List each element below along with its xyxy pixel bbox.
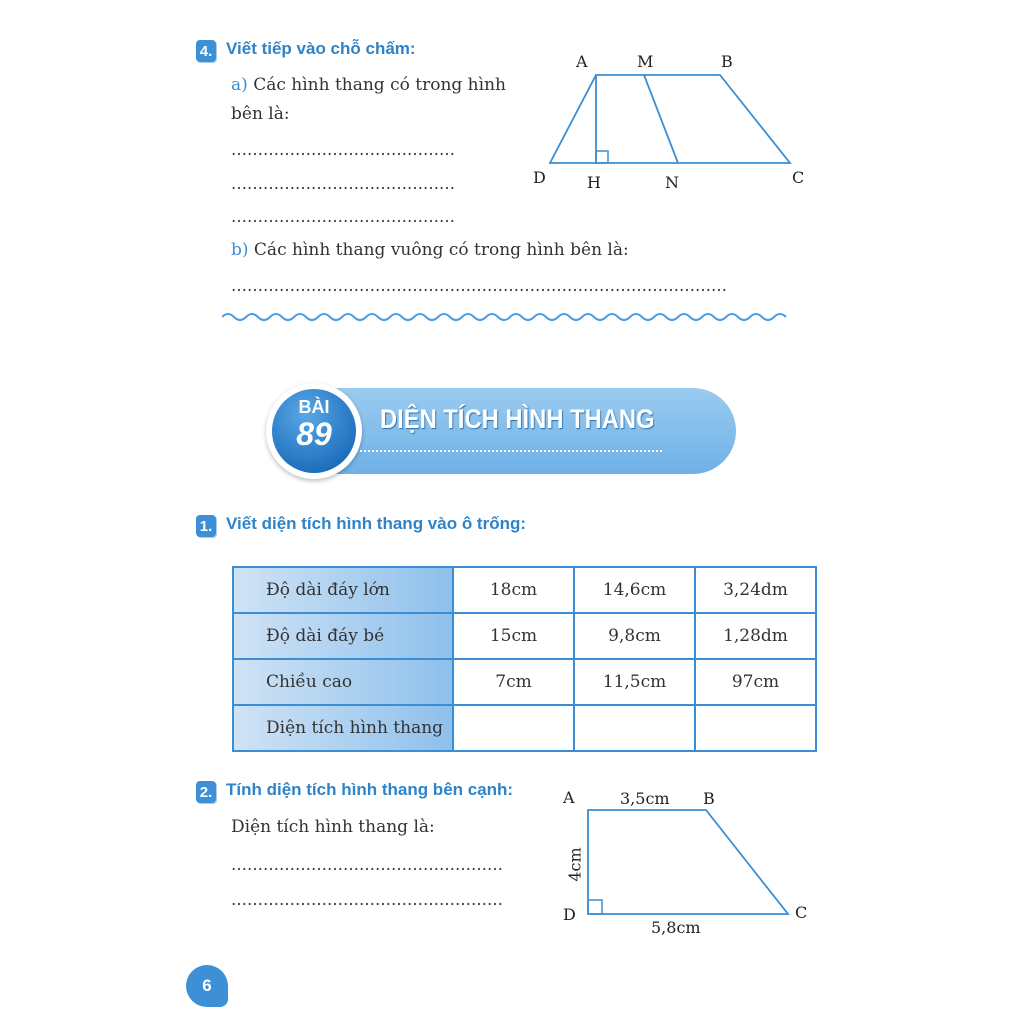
exercise-1-badge: 1. <box>196 515 216 537</box>
right-angle-mark-d <box>588 900 602 914</box>
answer-cell[interactable] <box>574 705 695 751</box>
table-cell: 97cm <box>695 659 816 705</box>
table-row <box>233 613 816 659</box>
trapezoid-area-table <box>232 566 817 752</box>
exercise-2-title: Tính diện tích hình thang bên cạnh: <box>226 780 514 799</box>
table-cell: 1,28dm <box>695 613 816 659</box>
table-row <box>233 567 816 613</box>
part-a-letter: a) <box>231 75 248 95</box>
segment-mn <box>644 75 678 163</box>
height-length: 4cm <box>565 847 585 882</box>
point-M-label: M <box>637 52 654 71</box>
answer-dots-a1[interactable]: …………………………………… <box>231 140 455 159</box>
table-cell: 14,6cm <box>574 567 695 613</box>
table-cell: 3,24dm <box>695 567 816 613</box>
answer-dots-a2[interactable]: …………………………………… <box>231 174 455 193</box>
exercise-2-badge: 2. <box>196 781 216 803</box>
answer-dots-b[interactable]: ………………………………………………………………………………… <box>231 276 727 295</box>
row-label: Độ dài đáy lớn <box>233 567 453 613</box>
answer-cell[interactable] <box>695 705 816 751</box>
point-C2-label: C <box>795 903 808 922</box>
table-cell: 11,5cm <box>574 659 695 705</box>
row-label: Độ dài đáy bé <box>233 613 453 659</box>
exercise-4-badge: 4. <box>196 40 216 62</box>
table-cell: 9,8cm <box>574 613 695 659</box>
page-number: 6 <box>186 965 228 1007</box>
point-D-label: D <box>533 168 546 187</box>
point-A2-label: A <box>563 788 575 807</box>
exercise-2-answer-label: Diện tích hình thang là: <box>231 817 435 837</box>
point-D2-label: D <box>563 905 576 924</box>
point-B2-label: B <box>703 789 715 808</box>
right-trapezoid-abcd <box>588 810 788 914</box>
point-H-label: H <box>587 173 601 192</box>
point-C-label: C <box>792 168 805 187</box>
answer-cell[interactable] <box>453 705 574 751</box>
table-row <box>233 659 816 705</box>
part-a-text: Các hình thang có trong hình <box>253 75 506 95</box>
lesson-number: 89 <box>296 416 332 452</box>
table-row <box>233 705 816 751</box>
table-cell: 18cm <box>453 567 574 613</box>
lesson-title: DIỆN TÍCH HÌNH THANG <box>380 404 655 434</box>
exercise-4b-line <box>231 240 629 260</box>
part-b-text: Các hình thang vuông có trong hình bên là: <box>253 240 629 260</box>
answer-dots-2a[interactable]: …………………………………………… <box>231 855 503 874</box>
exercise-4-title: Viết tiếp vào chỗ chấm: <box>226 39 416 58</box>
lesson-number-badge <box>272 389 356 473</box>
right-trapezoid-figure <box>580 800 800 920</box>
answer-dots-a3[interactable]: …………………………………… <box>231 207 455 226</box>
exercise-4a-line2: bên là: <box>231 104 290 124</box>
point-N-label: N <box>665 173 679 192</box>
row-label: Diện tích hình thang <box>233 705 453 751</box>
trapezoid-abcd <box>550 75 790 163</box>
point-A-label: A <box>576 52 588 71</box>
wavy-divider <box>222 310 788 324</box>
table-cell: 7cm <box>453 659 574 705</box>
exercise-4a-line1 <box>231 75 506 95</box>
lesson-bai-label: BÀI <box>298 397 330 417</box>
part-b-letter: b) <box>231 240 249 260</box>
bottom-base-length: 5,8cm <box>651 918 701 937</box>
right-angle-mark-h <box>596 151 608 163</box>
point-B-label: B <box>721 52 733 71</box>
top-base-length: 3,5cm <box>620 789 670 808</box>
lesson-title-underline <box>356 450 662 452</box>
row-label: Chiều cao <box>233 659 453 705</box>
table-cell: 15cm <box>453 613 574 659</box>
answer-dots-2b[interactable]: …………………………………………… <box>231 890 503 909</box>
exercise-1-title: Viết diện tích hình thang vào ô trống: <box>226 514 527 533</box>
